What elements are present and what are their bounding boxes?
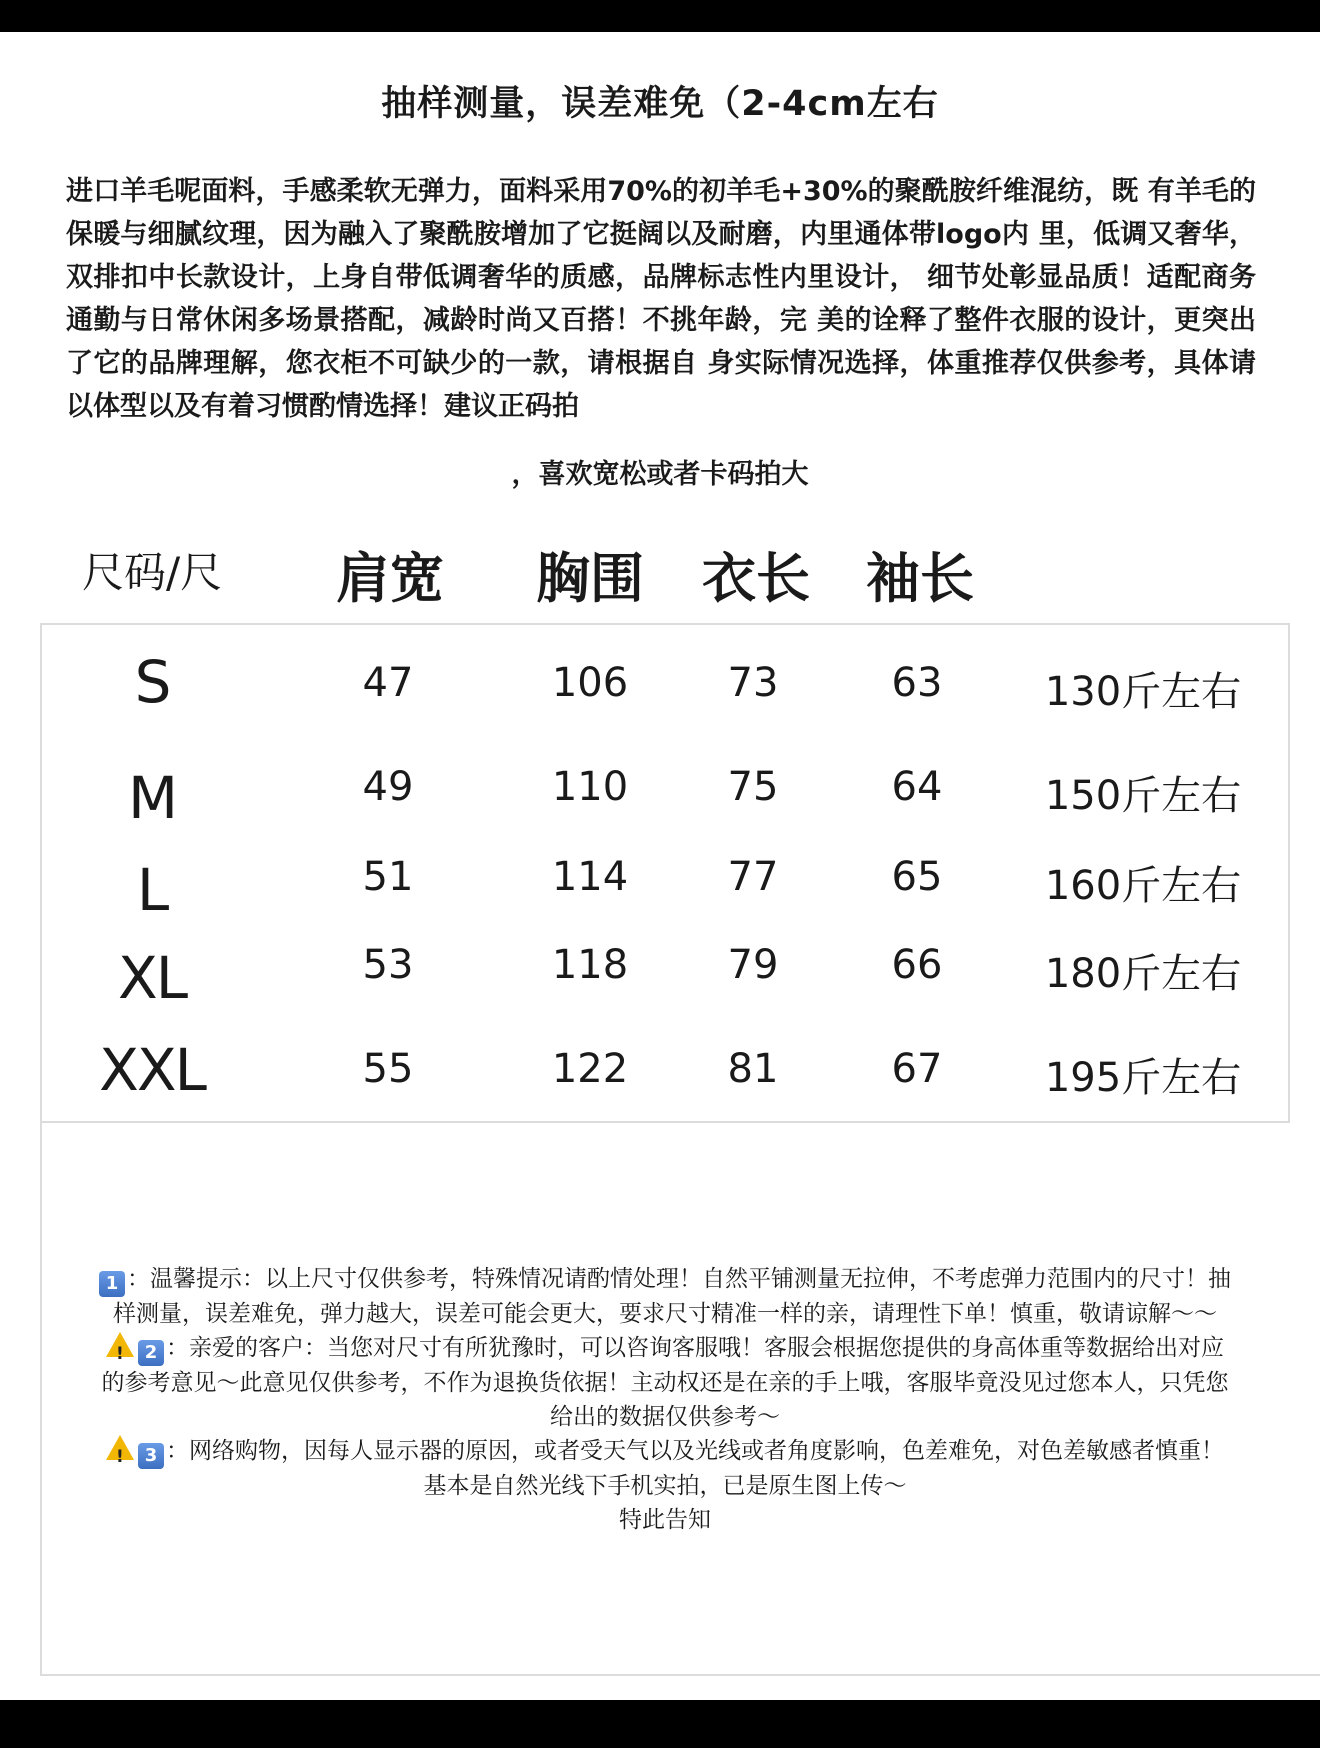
weight-value: 180斤左右	[1044, 951, 1242, 997]
shoulder-value: 51	[362, 854, 414, 900]
sleeve-value: 64	[891, 764, 943, 810]
length-value: 77	[727, 854, 779, 900]
sleeve-value: 65	[891, 854, 943, 900]
notice-text	[50, 1262, 1280, 1537]
number-2-badge-icon: 2	[138, 1340, 164, 1366]
description-last-line: ，喜欢宽松或者卡码拍大	[511, 459, 809, 490]
description-line: 里，低调又奢华，双排扣中长款设计，上身自带低调奢华的质感，品牌标志性内里设计，	[66, 219, 1257, 293]
number-1-badge-icon: 1	[99, 1271, 125, 1297]
shoulder-value: 55	[362, 1046, 414, 1092]
warning-icon	[106, 1435, 134, 1460]
chest-value: 110	[551, 764, 629, 810]
shoulder-value: 47	[362, 660, 414, 706]
shoulder-value: 53	[362, 942, 414, 988]
chest-value: 118	[551, 942, 629, 988]
chest-value: 122	[551, 1046, 629, 1092]
description-line: 有羊毛的保暖与细腻纹理，因为融入了聚酰胺增加了它挺阔以及耐磨，内里通体带logo内	[66, 176, 1257, 250]
length-value: 75	[727, 764, 779, 810]
size-label: M	[127, 764, 177, 832]
notice-1-continued: 样测量，误差难免，弹力越大，误差可能会更大，要求尺寸精准一样的亲，请理性下单！慎重，敬请谅解～～	[113, 1301, 1217, 1327]
number-3-badge-icon: 3	[138, 1443, 164, 1469]
length-header: 衣长	[702, 547, 810, 610]
shoulder-value: 49	[362, 764, 414, 810]
notice-2-line	[50, 1331, 1280, 1366]
description-line: 身实际情况选择，体重推荐仅供参考，具体请以体型以及有着习惯酌情选择！建议正码拍	[66, 348, 1257, 422]
sleeve-value: 63	[891, 660, 943, 706]
notice-2-continued: 的参考意见～此意见仅供参考，不作为退换货依据！主动权还是在亲的手上哦，客服毕竟没见过您本人，只凭您	[101, 1370, 1229, 1396]
notice-1-text: ：温馨提示：以上尺寸仅供参考，特殊情况请酌情处理！自然平铺测量无拉伸，不考虑弹力范围内的尺寸！抽	[127, 1266, 1231, 1292]
size-label: XL	[117, 944, 187, 1012]
notice-3-line	[50, 1434, 1280, 1469]
chest-header: 胸围	[536, 547, 644, 610]
notice-2-continued: 给出的数据仅供参考～	[550, 1404, 780, 1430]
notice-3-continued: 基本是自然光线下手机实拍，已是原生图上传～	[423, 1473, 907, 1499]
length-value: 79	[727, 942, 779, 988]
length-value: 73	[727, 660, 779, 706]
description-line: 进口羊毛呢面料，手感柔软无弹力，面料采用70%的初羊毛+30%的聚酰胺纤维混纺，既	[66, 176, 1139, 207]
page-title: 抽样测量，误差难免（2-4cm左右	[381, 84, 939, 124]
notice-1-line	[50, 1262, 1280, 1297]
product-description	[66, 170, 1256, 428]
size-unit-header: 尺码/尺	[82, 548, 223, 597]
bottom-black-bar	[0, 1700, 1320, 1748]
length-value: 81	[727, 1046, 779, 1092]
top-black-bar	[0, 0, 1320, 32]
closing-text: 特此告知	[619, 1507, 711, 1533]
weight-value: 195斤左右	[1044, 1055, 1242, 1101]
size-label: L	[136, 856, 168, 924]
sleeve-value: 67	[891, 1046, 943, 1092]
chest-value: 106	[551, 660, 629, 706]
sleeve-header: 袖长	[866, 547, 974, 610]
sleeve-value: 66	[891, 942, 943, 988]
chest-value: 114	[551, 854, 629, 900]
weight-value: 130斤左右	[1044, 669, 1242, 715]
description-line: 美的诠释了整件衣服的设计，更突出了它的品牌理解，您衣柜不可缺少的一款，请根据自	[66, 305, 1257, 379]
size-label: S	[134, 648, 170, 716]
warning-icon	[106, 1332, 134, 1357]
shoulder-width-header: 肩宽	[336, 547, 444, 610]
description-line: 细节处彰显品质！适配商务通勤与日常休闲多场景搭配，减龄时尚又百搭！不挑年龄，完	[66, 262, 1256, 336]
weight-value: 160斤左右	[1044, 863, 1242, 909]
size-label: XXL	[99, 1036, 205, 1104]
notice-3-text: ：网络购物，因每人显示器的原因，或者受天气以及光线或者角度影响，色差难免，对色差敏感者慎重！	[166, 1438, 1224, 1464]
weight-value: 150斤左右	[1044, 773, 1242, 819]
notice-2-text: ：亲爱的客户：当您对尺寸有所犹豫时，可以咨询客服哦！客服会根据您提供的身高体重等数据给出对应	[166, 1335, 1224, 1361]
